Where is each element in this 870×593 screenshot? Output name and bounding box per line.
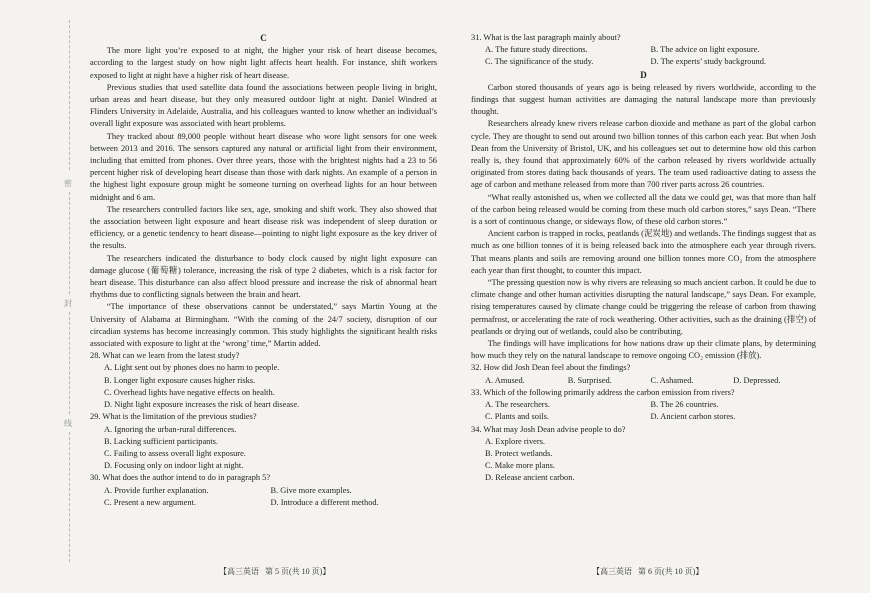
answer-option: C. Ashamed. bbox=[650, 375, 694, 385]
paragraph: The researchers controlled factors like sex, age, smoking and shift work. They also showed that the association between light exposure and heart disease risk was independent of sleep duration or efficiency, or a genetic tendency to heart disease—pointing to night light exposure as the key driver of the results. bbox=[90, 204, 437, 251]
paragraph: They tracked about 89,000 people without heart disease who wore light sensors for one week between 2013 and 2016. The sensors captured any natural or artificial light from their environment, including that emitted from phones. Over three years, those with the brightest nights had a 23 to 56 percent higher risk of developing heart disease than those with dark nights. An example of a person in the highest light exposure group might be someone turning on overhead lights for an hour between midnight and 6 am. bbox=[90, 131, 437, 202]
answer-option: B. The 26 countries. bbox=[650, 400, 719, 410]
questions-32-34 bbox=[471, 362, 816, 484]
passage-c-body bbox=[90, 45, 437, 350]
question-block bbox=[90, 472, 437, 509]
paragraph: The findings will have implications for how nations draw up their climate plans, by determining how much they rely on the natural landscape to remove ongoing CO₂ emission (排放). bbox=[471, 339, 816, 361]
answer-option: A. Provide further explanation. bbox=[104, 485, 209, 495]
answer-options bbox=[471, 436, 816, 485]
page-5-footer: 【高三英语 第 5 页(共 10 页)】 bbox=[219, 567, 331, 576]
answer-options bbox=[471, 399, 816, 423]
binding-mark-close: 封 bbox=[64, 299, 72, 308]
paragraph: Previous studies that used satellite data found the associations between people living in bright, urban areas and heart disease, but they only measured outdoor light at night. Daniel Windred at Flinders University in Adelaide, Australia, and his colleagues wanted to know whether an individual’s overall light exposure was associated with heart problems. bbox=[90, 82, 437, 129]
question-block bbox=[471, 387, 816, 424]
answer-option: A. The researchers. bbox=[485, 400, 550, 410]
answer-option: B. Lacking sufficient participants. bbox=[104, 436, 219, 446]
answer-option: C. Overhead lights have negative effects on health. bbox=[104, 387, 275, 397]
paragraph: Carbon stored thousands of years ago is being released by rivers worldwide, according to the findings that suggest human activities are damaging the natural landscape more than previously thought. bbox=[471, 82, 816, 117]
question-block bbox=[90, 411, 437, 472]
answer-options bbox=[90, 362, 437, 411]
answer-option: B. Longer light exposure causes higher risks. bbox=[104, 375, 256, 385]
question-31 bbox=[471, 32, 816, 69]
answer-option: D. Night light exposure increases the risk of heart disease. bbox=[104, 400, 300, 410]
answer-options bbox=[90, 485, 437, 509]
answer-option: D. The experts’ study background. bbox=[650, 57, 767, 67]
question-stem: 31. What is the last paragraph mainly about? bbox=[471, 33, 621, 42]
question-block bbox=[471, 424, 816, 485]
answer-options bbox=[90, 424, 437, 473]
answer-option: A. Amused. bbox=[485, 375, 525, 385]
question-block bbox=[90, 350, 437, 411]
binding-line-top bbox=[69, 20, 70, 170]
answer-option: B. Protect wetlands. bbox=[485, 448, 553, 458]
question-stem: 30. What does the author intend to do in paragraph 5? bbox=[90, 473, 271, 483]
answer-option: D. Release ancient carbon. bbox=[485, 473, 575, 483]
answer-option: A. Explore rivers. bbox=[485, 436, 546, 446]
answer-option: A. Ignoring the urban-rural differences. bbox=[104, 424, 237, 434]
question-stem: 29. What is the limitation of the previous studies? bbox=[90, 412, 257, 422]
binding-line-bottom bbox=[69, 432, 70, 562]
question-block bbox=[471, 32, 816, 69]
paragraph: “The pressing question now is why rivers are releasing so much ancient carbon. It could be due to climate change and other human activities disrupting the natural landscape,” says Dean. For example, rising temperatures caused by climate change could be triggering the release of carbon from thawing permafrost, or accelerating the rate of rock weathering. Other activities, such as the draining (排空) of peatlands or drying out of wetlands, could also be contributing. bbox=[471, 278, 816, 336]
binding-mark-line: 线 bbox=[64, 419, 72, 428]
answer-option: A. Light sent out by phones does no harm to people. bbox=[104, 363, 280, 373]
answer-option: B. Give more examples. bbox=[270, 485, 352, 495]
passage-c-title: C bbox=[260, 33, 267, 43]
answer-option: D. Ancient carbon stores. bbox=[650, 412, 736, 422]
passage-d-body bbox=[471, 82, 816, 363]
binding-line-middle1 bbox=[69, 192, 70, 294]
binding-mark-seal: 密 bbox=[64, 179, 72, 188]
page-6-footer: 【高三英语 第 6 页(共 10 页)】 bbox=[592, 567, 704, 576]
answer-option: C. The significance of the study. bbox=[485, 57, 594, 67]
page-5-column bbox=[90, 32, 437, 509]
question-stem: 34. What may Josh Dean advise people to do? bbox=[471, 424, 626, 434]
answer-option: A. The future study directions. bbox=[485, 45, 588, 55]
questions-28-30 bbox=[90, 350, 437, 509]
question-stem: 28. What can we learn from the latest study? bbox=[90, 351, 240, 361]
passage-d-title: D bbox=[640, 69, 647, 80]
page-6-column bbox=[471, 32, 816, 485]
paragraph: Ancient carbon is trapped in rocks, peatlands (泥炭地) and wetlands. The findings suggest that as much as one billion tonnes of it is being released back into the atmosphere each year through rivers. That means plants and soils are removing around one billion tonnes more CO₂ from the atmosphere each year than first thought, to counter this impact. bbox=[471, 229, 816, 275]
answer-option: D. Focusing only on indoor light at night. bbox=[104, 461, 244, 471]
paragraph: “The importance of these observations cannot be understated,” says Martin Young at the University of Alabama at Birmingham. “With the coming of the 24/7 society, disruption of our circadian systems has become increasingly common. This study highlights the significant health risks associated with exposure to light at the ‘wrong’ time,” Martin added. bbox=[90, 302, 437, 349]
answer-options bbox=[471, 375, 816, 387]
answer-option: D. Introduce a different method. bbox=[270, 497, 379, 507]
paragraph: The more light you’re exposed to at night, the higher your risk of heart disease becomes, according to the largest study on how night light affects heart health. For instance, shift workers exposed to light at night have a higher risk of heart disease. bbox=[90, 46, 437, 80]
paragraph: The researchers indicated the disturbance to body clock caused by night light exposure can damage glucose (葡萄糖) tolerance, increasing the risk of type 2 diabetes, which is a risk factor for heart disease. This disturbance can also affect blood pressure and increase the risk of abnormal heart rhythms due to conflicting signals between the brain and heart. bbox=[90, 253, 437, 300]
answer-option: C. Present a new argument. bbox=[104, 497, 196, 507]
answer-option: D. Depressed. bbox=[733, 375, 781, 385]
binding-line-middle2 bbox=[69, 312, 70, 414]
answer-option: C. Make more plans. bbox=[485, 461, 556, 471]
question-stem: 33. Which of the following primarily address the carbon emission from rivers? bbox=[471, 387, 735, 397]
answer-option: B. Surprised. bbox=[567, 375, 612, 385]
answer-options bbox=[471, 44, 816, 68]
paragraph: “What really astonished us, when we collected all the data we could get, was that more than half of the carbon being released would be coming from these much old carbon stores,” says Dean. “There is a sort of continuous change, or sideways flow, of these old carbon stores.” bbox=[471, 192, 816, 227]
answer-option: C. Plants and soils. bbox=[485, 412, 549, 422]
answer-option: B. The advice on light exposure. bbox=[650, 45, 760, 55]
paragraph: Researchers already knew rivers release carbon dioxide and methane as part of the global carbon cycle. They are thought to send out around two billion tonnes of this carbon each year. But when Josh Dean from the University of Bristol, UK, and his colleagues set out to determine how old this carbon really is, they found that approximately 60% of the carbon released by rivers worldwide actually originated from stores dating back thousands of years. The team used radioactive dating to assess the age of carbon and methane released from more than 700 river parts across 26 countries. bbox=[471, 119, 816, 190]
question-stem: 32. How did Josh Dean feel about the findings? bbox=[471, 363, 631, 373]
answer-option: C. Failing to assess overall light exposure. bbox=[104, 448, 246, 458]
question-block bbox=[471, 362, 816, 386]
